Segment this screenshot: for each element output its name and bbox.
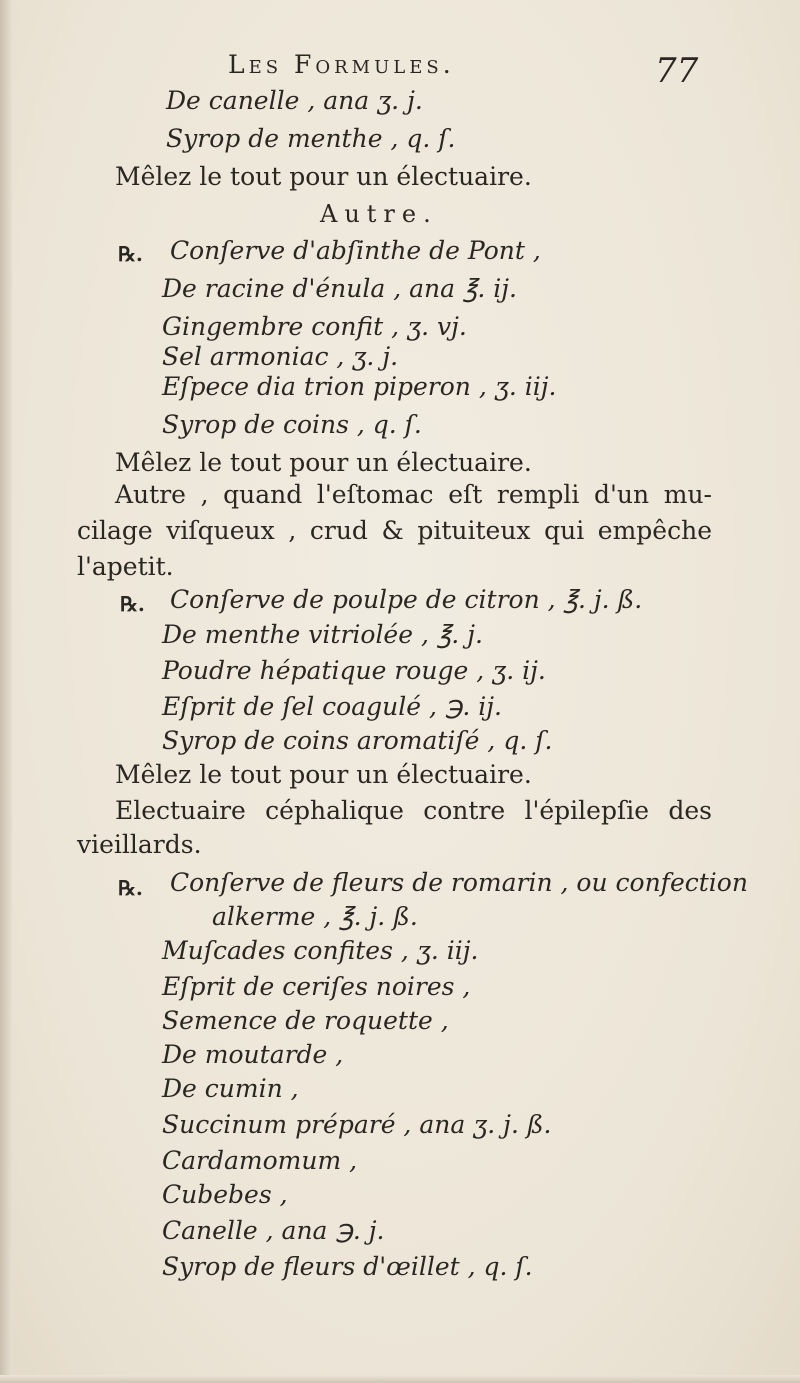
- text-line: De menthe vitriolée , ℥. j.: [162, 620, 483, 649]
- text-line: Semence de roquette ,: [162, 1006, 449, 1035]
- page-gutter: [0, 0, 12, 1383]
- text-line: Conſerve de fleurs de romarin , ou confection: [170, 868, 748, 897]
- text-line: De canelle , ana ʒ. j.: [166, 86, 423, 115]
- text-line: Canelle , ana ℈. j.: [162, 1216, 385, 1245]
- text-line: Autre , quand l'eſtomac eſt rempli d'un mu-: [115, 480, 712, 509]
- text-line: alkerme , ℥. j. ß.: [212, 902, 418, 931]
- text-line: Syrop de coins aromatiſé , q. ſ.: [162, 726, 553, 755]
- text-line: De cumin ,: [162, 1074, 299, 1103]
- text-line: Electuaire céphalique contre l'épilepſie des: [115, 796, 712, 825]
- text-line: Mêlez le tout pour un électuaire.: [115, 162, 532, 191]
- text-line: Poudre hépatique rouge , ʒ. ij.: [162, 656, 546, 685]
- text-line: Succinum préparé , ana ʒ. j. ß.: [162, 1110, 552, 1139]
- text-line: Mêlez le tout pour un électuaire.: [115, 760, 532, 789]
- page-number: 77: [655, 51, 699, 91]
- recipe-symbol: ℞.: [118, 242, 143, 266]
- text-line: De moutarde ,: [162, 1040, 344, 1069]
- text-line: Syrop de menthe , q. ſ.: [166, 124, 456, 153]
- recipe-symbol: ℞.: [120, 592, 145, 616]
- text-line: l'apetit.: [77, 552, 174, 581]
- text-line: Syrop de coins , q. ſ.: [162, 410, 422, 439]
- page-bottom-edge: [0, 1375, 800, 1383]
- text-line: Gingembre confit , ʒ. vj.: [162, 312, 467, 341]
- running-title: Les Formules.: [228, 50, 455, 79]
- text-line: Eſprit de ſel coagulé , ℈. ij.: [162, 692, 502, 721]
- text-line: Conſerve d'abſinthe de Pont ,: [170, 236, 541, 265]
- text-line: Eſpece dia trion piperon , ʒ. iij.: [162, 372, 557, 401]
- text-line: Muſcades confites , ʒ. iij.: [162, 936, 479, 965]
- text-line: vieillards.: [77, 830, 202, 859]
- text-line: Eſprit de ceriſes noires ,: [162, 972, 471, 1001]
- text-line: cilage viſqueux , crud & pituiteux qui empêche: [77, 516, 712, 545]
- text-line: De racine d'énula , ana ℥. ij.: [162, 274, 517, 303]
- text-line: Conſerve de poulpe de citron , ℥. j. ß.: [170, 585, 643, 614]
- section-heading: Autre.: [320, 200, 438, 228]
- text-line: Cubebes ,: [162, 1180, 288, 1209]
- text-line: Cardamomum ,: [162, 1146, 358, 1175]
- text-line: Mêlez le tout pour un électuaire.: [115, 448, 532, 477]
- text-line: Syrop de fleurs d'œillet , q. ſ.: [162, 1252, 533, 1281]
- recipe-symbol: ℞.: [118, 876, 143, 900]
- text-line: Sel armoniac , ʒ. j.: [162, 342, 399, 371]
